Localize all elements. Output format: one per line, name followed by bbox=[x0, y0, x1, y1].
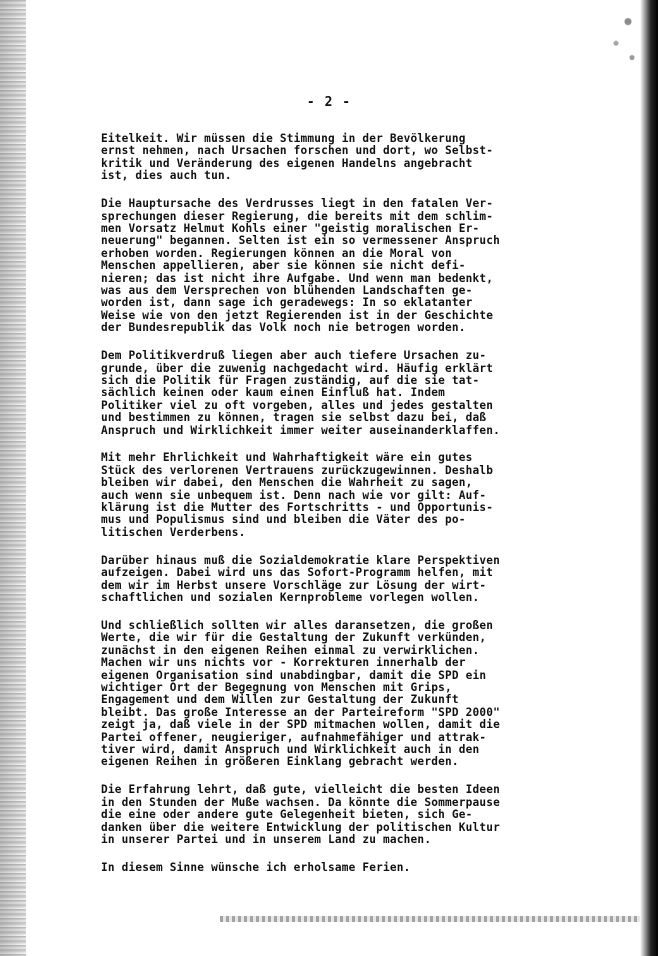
text-line: sich die Politik für Fragen zuständig, auf die sie tat- bbox=[101, 373, 480, 387]
text-line: Mit mehr Ehrlichkeit und Wahrhaftigkeit wäre ein gutes bbox=[101, 451, 473, 465]
text-line: Werte, die wir für die Gestaltung der Zukunft verkünden, bbox=[101, 631, 487, 645]
text-line: Menschen appellieren, aber sie können sie nicht defi- bbox=[101, 259, 466, 273]
paragraph bbox=[101, 555, 541, 605]
text-line: Dem Politikverdruß liegen aber auch tiefere Ursachen zu- bbox=[101, 349, 487, 363]
text-line: die eine oder andere gute Gelegenheit bieten, sich Ge- bbox=[101, 808, 473, 822]
text-line: Und schließlich sollten wir alles daransetzen, die großen bbox=[101, 618, 494, 632]
paragraph bbox=[101, 862, 541, 874]
text-line: tiver wird, damit Anspruch und Wirklichkeit auch in den bbox=[101, 742, 480, 756]
text-line: der Bundesrepublik das Volk noch nie betrogen worden. bbox=[101, 321, 466, 335]
text-line: Anspruch und Wirklichkeit immer weiter auseinanderklaffen. bbox=[101, 423, 500, 437]
text-line: Engagement und dem Willen zur Gestaltung der Zukunft bbox=[101, 693, 459, 707]
text-line: bleibt. Das große Interesse an der Parteireform "SPD 2000" bbox=[101, 705, 500, 719]
text-line: in unserer Partei und in unserem Land zu machen. bbox=[101, 832, 432, 846]
text-line: men Vorsatz Helmut Kohls einer "geistig moralischen Er- bbox=[101, 221, 480, 235]
scan-edge-bottom bbox=[220, 916, 640, 922]
text-line: ist, dies auch tun. bbox=[101, 169, 232, 183]
paragraph bbox=[101, 350, 541, 437]
text-line: nieren; das ist nicht ihre Aufgabe. Und wenn man bedenkt, bbox=[101, 271, 494, 285]
text-line: Weise wie von den jetzt Regierenden ist in der Geschichte bbox=[101, 308, 494, 322]
text-line: bleiben wir dabei, den Menschen die Wahrheit zu sagen, bbox=[101, 476, 473, 490]
scan-speckles bbox=[600, 0, 640, 72]
text-line: aufzeigen. Dabei wird uns das Sofort-Programm helfen, mit bbox=[101, 566, 494, 580]
text-line: erhoben worden. Regierungen können an die Moral von bbox=[101, 246, 452, 260]
text-line: zunächst in den eigenen Reihen einmal zu verwirklichen. bbox=[101, 643, 480, 657]
text-line: schaftlichen und sozialen Kernprobleme vorlegen wollen. bbox=[101, 591, 480, 604]
paragraph bbox=[101, 198, 541, 334]
text-line: zeigt ja, daß viele in der SPD mitmachen wollen, damit die bbox=[101, 718, 500, 732]
text-line: klärung ist die Mutter des Fortschritts - und Opportunis- bbox=[101, 501, 494, 515]
text-line: in den Stunden der Muße wachsen. Da könnte die Sommerpause bbox=[101, 795, 500, 809]
paragraph bbox=[101, 784, 541, 846]
text-line: Stück des verlorenen Vertrauens zurückzugewinnen. Deshalb bbox=[101, 463, 494, 477]
text-line: kritik und Veränderung des eigenen Handelns angebracht bbox=[101, 156, 473, 170]
text-line: In diesem Sinne wünsche ich erholsame Ferien. bbox=[101, 860, 411, 874]
text-line: was aus dem Versprechen von blühenden Landschaften ge- bbox=[101, 283, 473, 297]
text-line: sächlich keinen oder kaum einen Einfluß hat. Indem bbox=[101, 386, 445, 400]
text-line: litischen Verderbens. bbox=[101, 525, 246, 539]
text-line: neuerung" begannen. Selten ist ein so vermessener Anspruch bbox=[101, 234, 500, 248]
paragraph bbox=[101, 452, 541, 539]
page-number: - 2 - bbox=[306, 95, 352, 110]
text-line: Partei offener, neugieriger, aufnahmefähiger und attrak- bbox=[101, 730, 487, 744]
scan-edge-left bbox=[0, 0, 26, 956]
text-line: wichtiger Ort der Begegnung von Menschen mit Grips, bbox=[101, 680, 452, 694]
text-line: dem wir im Herbst unsere Vorschläge zur Lösung der wirt- bbox=[101, 578, 487, 592]
text-line: ernst nehmen, nach Ursachen forschen und dort, wo Selbst- bbox=[101, 144, 494, 158]
text-line: grunde, über die zuwenig nachgedacht wird. Häufig erklärt bbox=[101, 361, 494, 375]
text-line: eigenen Reihen in größeren Einklang gebracht werden. bbox=[101, 755, 459, 769]
text-line: sprechungen dieser Regierung, die bereits mit dem schlim- bbox=[101, 209, 494, 223]
text-line: Die Hauptursache des Verdrusses liegt in den fatalen Ver- bbox=[101, 197, 494, 211]
text-line: eigenen Organisation sind unabdingbar, damit die SPD ein bbox=[101, 668, 487, 682]
paragraph bbox=[101, 133, 541, 183]
text-line: worden ist, dann sage ich geradewegs: In so eklatanter bbox=[101, 296, 473, 310]
paragraph bbox=[101, 620, 541, 769]
text-line: Die Erfahrung lehrt, daß gute, vielleicht die besten Ideen bbox=[101, 783, 500, 797]
text-line: mus und Populismus sind und bleiben die Väter des po- bbox=[101, 513, 466, 527]
text-line: auch wenn sie unbequem ist. Denn nach wie vor gilt: Auf- bbox=[101, 488, 487, 502]
text-line: Politiker viel zu oft vorgeben, alles und jedes gestalten bbox=[101, 398, 494, 412]
text-line: Darüber hinaus muß die Sozialdemokratie klare Perspektiven bbox=[101, 553, 500, 567]
text-line: Machen wir uns nichts vor - Korrekturen innerhalb der bbox=[101, 656, 466, 670]
text-line: und bestimmen zu können, tragen sie selbst dazu bei, daß bbox=[101, 411, 487, 425]
text-line: Eitelkeit. Wir müssen die Stimmung in der Bevölkerung bbox=[101, 132, 466, 145]
body-text bbox=[101, 133, 541, 890]
text-line: danken über die weitere Entwicklung der politischen Kultur bbox=[101, 820, 500, 834]
scan-edge-right bbox=[640, 0, 658, 956]
